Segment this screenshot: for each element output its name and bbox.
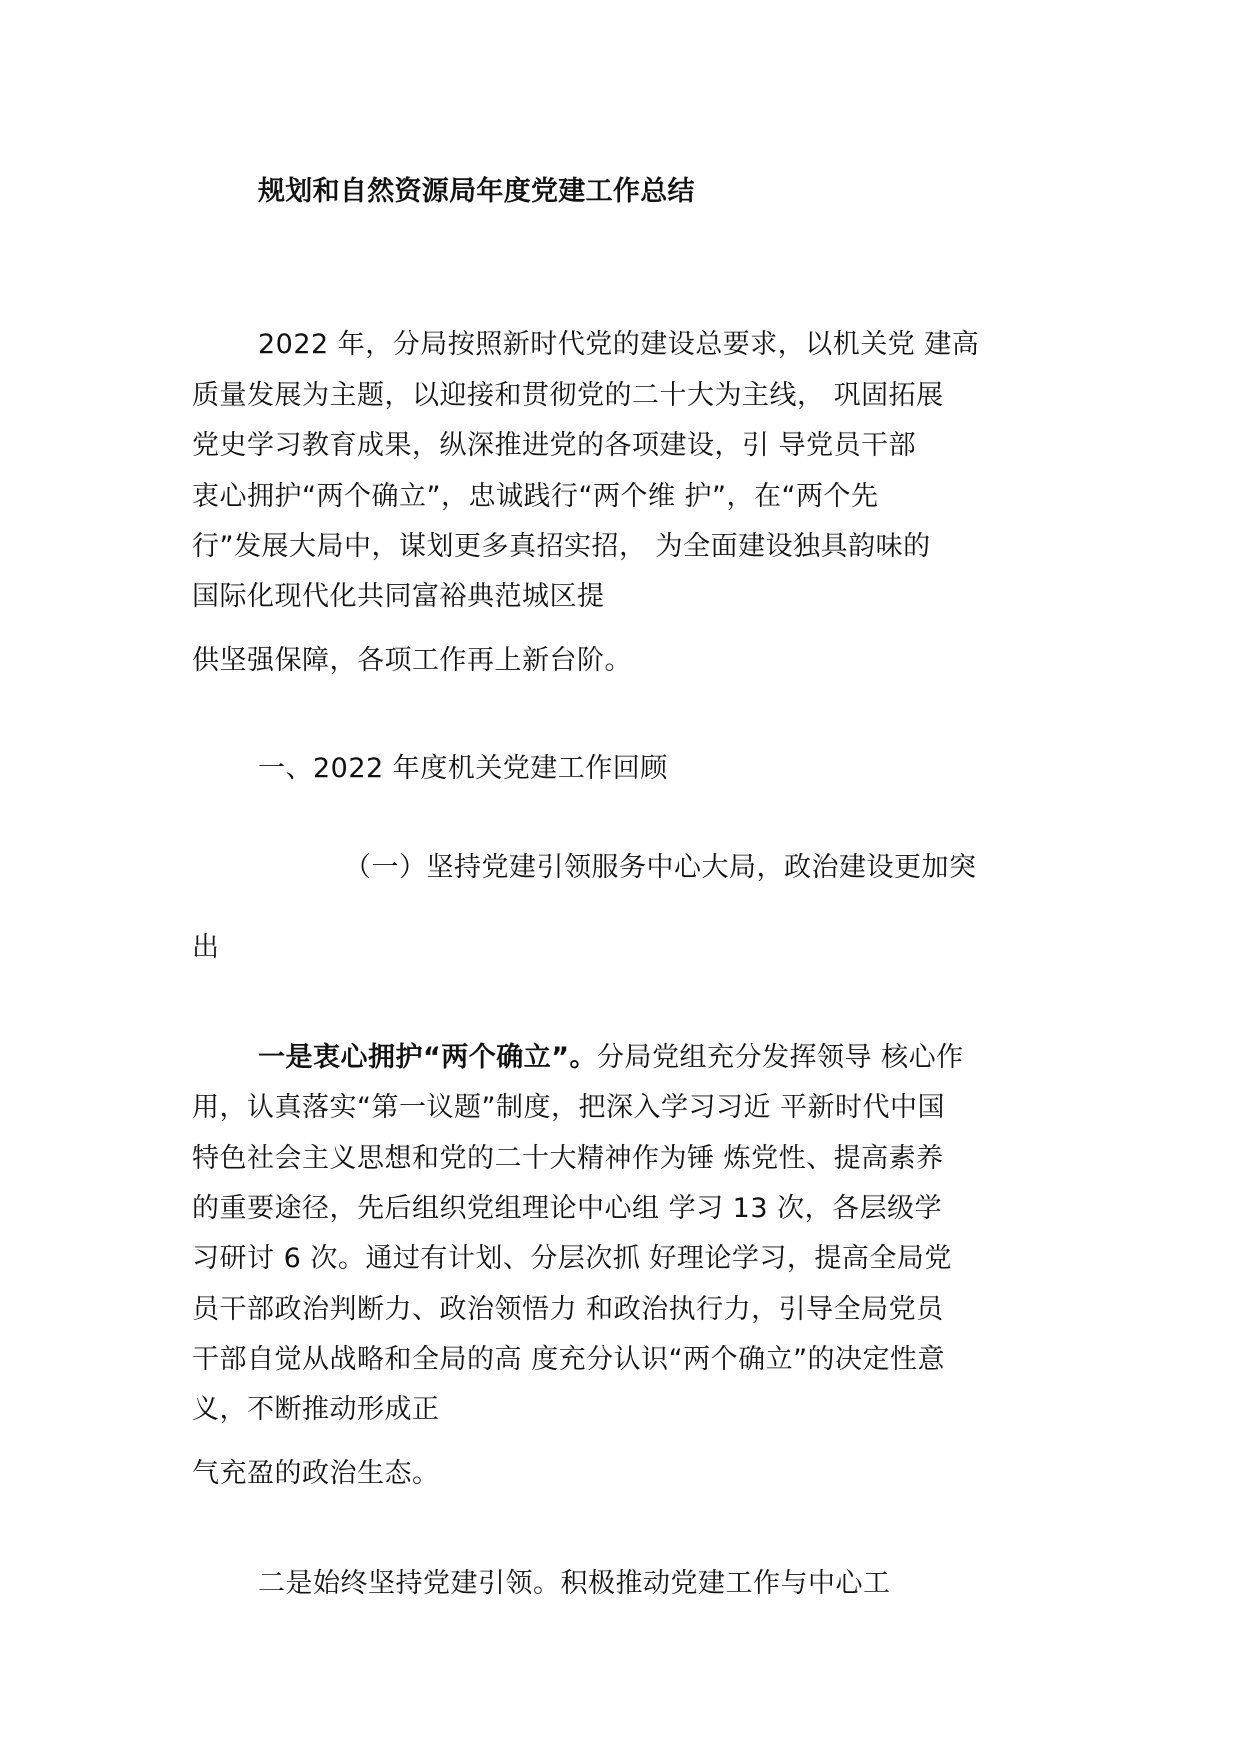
intro-line-3: 党史学习教育成果，纵深推进党的各项建设，引 导党员干部 (192, 430, 917, 461)
intro-line-5: 行”发展大局中，谋划更多真招实招， 为全面建设独具韵味的 (192, 531, 931, 562)
point-1-line-4: 的重要途径，先后组织党组理论中心组 学习 13 次，各层级学 (192, 1193, 943, 1224)
subsection-heading-line-1: （一）坚持党建引领服务中心大局，政治建设更加突 (344, 852, 977, 883)
intro-line-4: 衷心拥护“两个确立”，忠诚践行“两个维 护”，在“两个先 (192, 481, 879, 512)
point-1-line-6: 员干部政治判断力、政治领悟力 和政治执行力，引导全局党员 (192, 1294, 944, 1325)
point-1-line-8: 义，不断推动形成正 (192, 1394, 440, 1425)
document-title: 规划和自然资源局年度党建工作总结 (258, 176, 695, 207)
point-1-line-1 (258, 1038, 964, 1078)
point-1-line-9: 气充盈的政治生态。 (192, 1458, 440, 1489)
intro-line-2: 质量发展为主题，以迎接和贯彻党的二十大为主线， 巩固拓展 (192, 380, 944, 411)
point-1-line-7: 干部自觉从战略和全局的高 度充分认识“两个确立”的决定性意 (192, 1344, 946, 1375)
point-1-line-3: 特色社会主义思想和党的二十大精神作为锤 炼党性、提高素养 (192, 1143, 944, 1174)
intro-line-6: 国际化现代化共同富裕典范城区提 (192, 581, 605, 612)
subsection-heading-line-2: 出 (192, 932, 220, 963)
intro-line-1: 2022 年，分局按照新时代党的建设总要求，以机关党 建高 (258, 329, 980, 360)
point-2-line-1: 二是始终坚持党建引领。积极推动党建工作与中心工 (258, 1568, 891, 1599)
intro-line-7: 供坚强保障，各项工作再上新台阶。 (192, 645, 632, 676)
point-1-line-1-rest: 分局党组充分发挥领导 核心作 (597, 1042, 964, 1073)
point-1-line-2: 用，认真落实“第一议题”制度，把深入学习习近 平新时代中国 (192, 1092, 946, 1123)
point-1-lead: 一是衷心拥护“两个确立”。 (258, 1042, 597, 1073)
point-1-line-5: 习研讨 6 次。通过有计划、分层次抓 好理论学习，提高全局党 (192, 1243, 952, 1274)
section-heading: 一、2022 年度机关党建工作回顾 (258, 753, 668, 784)
